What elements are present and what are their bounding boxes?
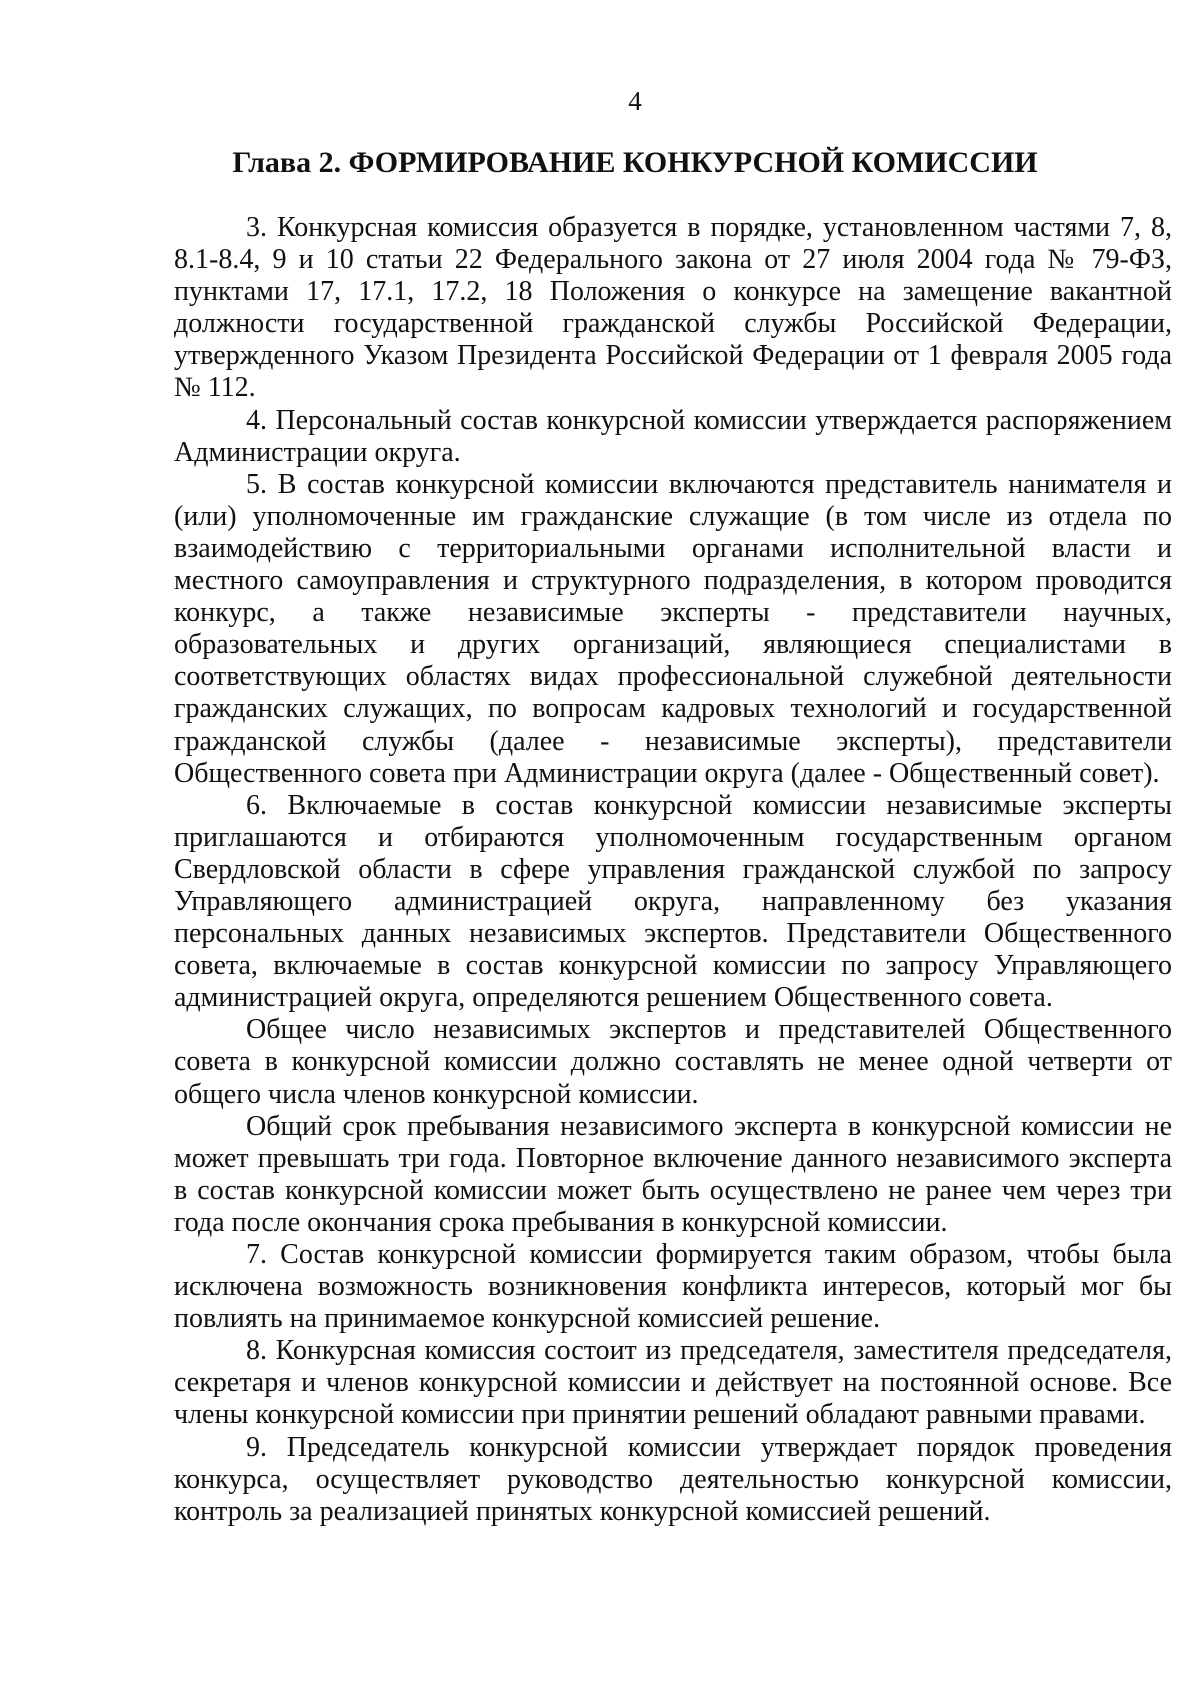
paragraph-6-expert-term: Общий срок пребывания независимого эксперта в конкурсной комиссии не может превышать три года. Повторное включение данного независимого эксперта в состав конкурсной комиссии может быть осуществлено не ранее чем через три года после окончания срока пребывания в конкурсной комиссии. xyxy=(174,1110,1172,1238)
document-body xyxy=(174,212,1172,1528)
paragraph-3: 3. Конкурсная комиссия образуется в порядке, установленном частями 7, 8, 8.1-8.4, 9 и 10 статьи 22 Федерального закона от 27 июля 2004 года № 79-ФЗ, пунктами 17, 17.1, 17.2, 18 Положения о конкурсе на замещение вакантной должности государственной гражданской службы Российской Федерации, утвержденного Указом Президента Российской Федерации от 1 февраля 2005 года № 112. xyxy=(174,212,1172,404)
paragraph-6: 6. Включаемые в состав конкурсной комиссии независимые эксперты приглашаются и отбираются уполномоченным государственным органом Свердловской области в сфере управления гражданской службой по запросу Управляющего администрацией округа, направленному без указания персональных данных независимых экспертов. Представители Общественного совета, включаемые в состав конкурсной комиссии по запросу Управляющего администрацией округа, определяются решением Общественного совета. xyxy=(174,789,1172,1014)
paragraph-8: 8. Конкурсная комиссия состоит из председателя, заместителя председателя, секретаря и членов конкурсной комиссии и действует на постоянной основе. Все члены конкурсной комиссии при принятии решений обладают равными правами. xyxy=(174,1335,1172,1431)
paragraph-7: 7. Состав конкурсной комиссии формируется таким образом, чтобы была исключена возможность возникновения конфликта интересов, который мог бы повлиять на принимаемое конкурсной комиссией решение. xyxy=(174,1239,1172,1335)
page-number: 4 xyxy=(628,86,642,116)
paragraph-9: 9. Председатель конкурсной комиссии утверждает порядок проведения конкурса, осуществляет руководство деятельностью конкурсной комиссии, контроль за реализацией принятых конкурсной комиссией решений. xyxy=(174,1431,1172,1527)
chapter-title: Глава 2. ФОРМИРОВАНИЕ КОНКУРСНОЙ КОМИССИИ xyxy=(232,146,1038,179)
paragraph-4: 4. Персональный состав конкурсной комиссии утверждается распоряжением Администрации округа. xyxy=(174,404,1172,468)
paragraph-5: 5. В состав конкурсной комиссии включаются представитель нанимателя и (или) уполномоченные им гражданские служащие (в том числе из отдела по взаимодействию с территориальными органами исполнительной власти и местного самоуправления и структурного подразделения, в котором проводится конкурс, а также независимые эксперты - представители научных, образовательных и других организаций, являющиеся специалистами в соответствующих областях видах профессиональной служебной деятельности гражданских служащих, по вопросам кадровых технологий и государственной гражданской службы (далее - независимые эксперты), представители Общественного совета при Администрации округа (далее - Общественный совет). xyxy=(174,468,1172,789)
paragraph-6-experts-share: Общее число независимых экспертов и представителей Общественного совета в конкурсной комиссии должно составлять не менее одной четверти от общего числа членов конкурсной комиссии. xyxy=(174,1014,1172,1110)
